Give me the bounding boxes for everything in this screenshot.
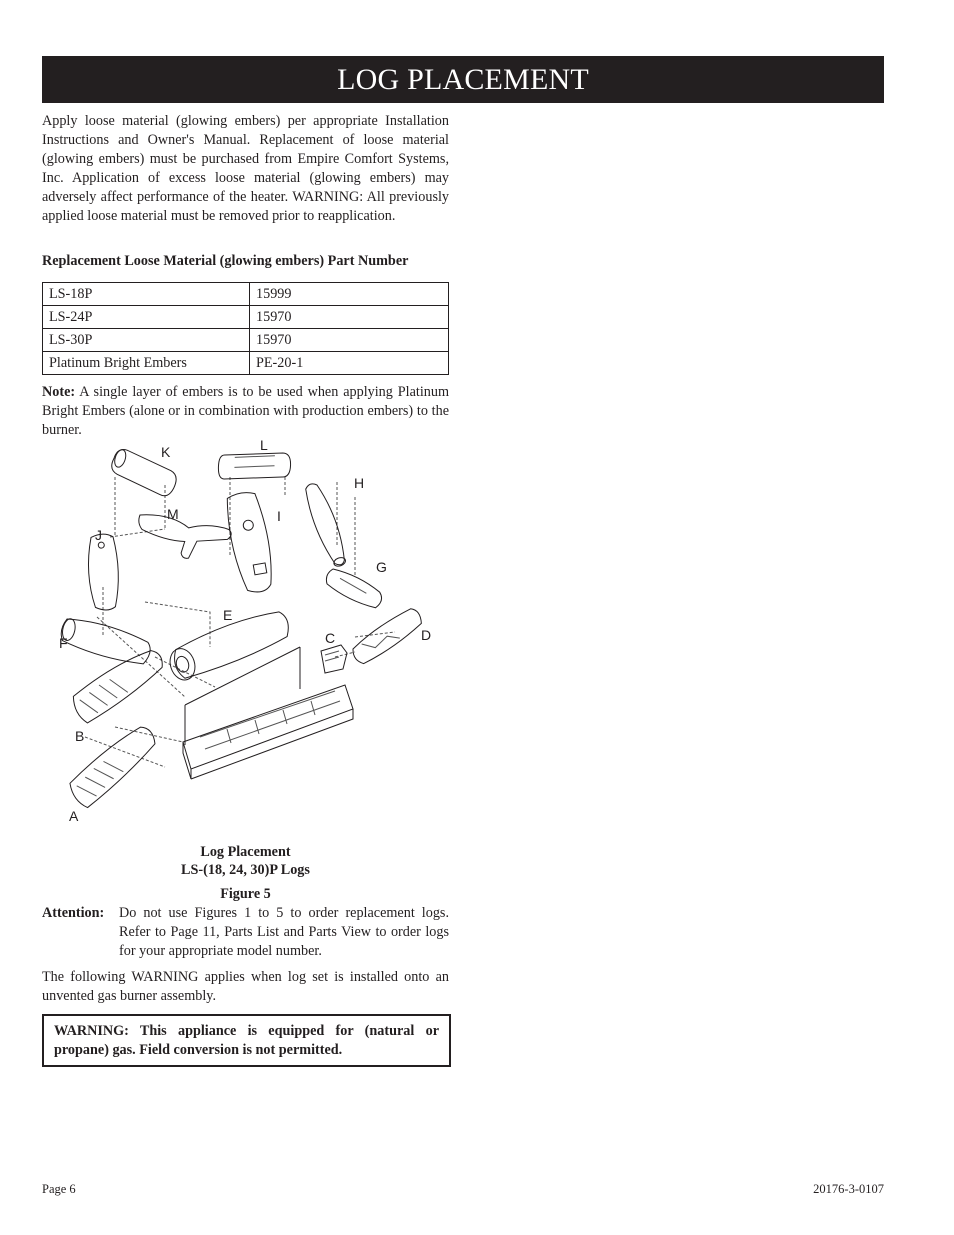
part-number-cell: 15970 [250,306,449,329]
attention-block [42,904,449,961]
warning-box: WARNING: This appliance is equipped for (natural or propane) gas. Field conversion is not permitted. [42,1014,451,1067]
table-row [43,329,449,352]
model-cell: LS-24P [43,306,250,329]
figure-caption [42,843,449,879]
attention-label: Attention: [42,905,105,921]
applies-paragraph: The following WARNING applies when log set is installed onto an unvented gas burner assembly. [42,969,449,1004]
document-number: 20176-3-0107 [813,1182,884,1196]
model-cell: LS-18P [43,283,250,306]
caption-line-1: Log Placement [200,844,291,860]
label-i: I [277,508,281,524]
label-m: M [167,506,179,522]
model-cell: Platinum Bright Embers [43,352,250,375]
page-title: LOG PLACEMENT [42,56,884,103]
log-placement-diagram [55,437,445,829]
table-row [43,352,449,375]
intro-paragraph: Apply loose material (glowing embers) per appropriate Installation Instructions and Owner's Manual. Replacement of loose material (glowing embers) must be purchased from Empire Comfort Systems, Inc. Application of excess loose material (glowing embers) may adversely affect performance of the heater. WARNING: All previously applied loose material must be removed prior to reapplication. [42,113,449,224]
page-number: Page 6 [42,1182,76,1196]
table-row [43,283,449,306]
label-d: D [421,627,432,643]
figure-number: Figure 5 [220,886,271,902]
label-j: J [95,527,102,543]
log-m [134,513,232,564]
note-text: A single layer of embers is to be used when applying Platinum Bright Embers (alone or in combination with production embers) to the burner. [42,384,449,438]
part-number-cell: 15999 [250,283,449,306]
label-c: C [325,630,336,646]
parts-table [42,282,449,375]
part-number-cell: 15970 [250,329,449,352]
label-l: L [260,437,268,453]
label-f: F [59,635,68,651]
label-k: K [161,444,171,460]
log-f [58,616,153,665]
parts-heading: Replacement Loose Material (glowing embers) Part Number [42,253,409,269]
label-h: H [354,475,365,491]
table-row [43,306,449,329]
log-c [321,645,347,673]
log-h [301,480,350,569]
label-g: G [376,559,387,575]
note-label: Note: [42,384,76,400]
label-a: A [69,808,79,824]
label-b: B [75,728,85,744]
attention-text: Do not use Figures 1 to 5 to order replacement logs. Refer to Page 11, Parts List and Parts View to order logs for your appropriate model number. [119,905,449,959]
log-l [218,451,291,481]
log-i [224,490,277,595]
label-e: E [223,607,233,623]
caption-line-2: LS-(18, 24, 30)P Logs [181,862,310,878]
note-paragraph [42,383,449,440]
model-cell: LS-30P [43,329,250,352]
grate-frame [185,647,300,745]
part-number-cell: PE-20-1 [250,352,449,375]
log-d [348,606,427,666]
